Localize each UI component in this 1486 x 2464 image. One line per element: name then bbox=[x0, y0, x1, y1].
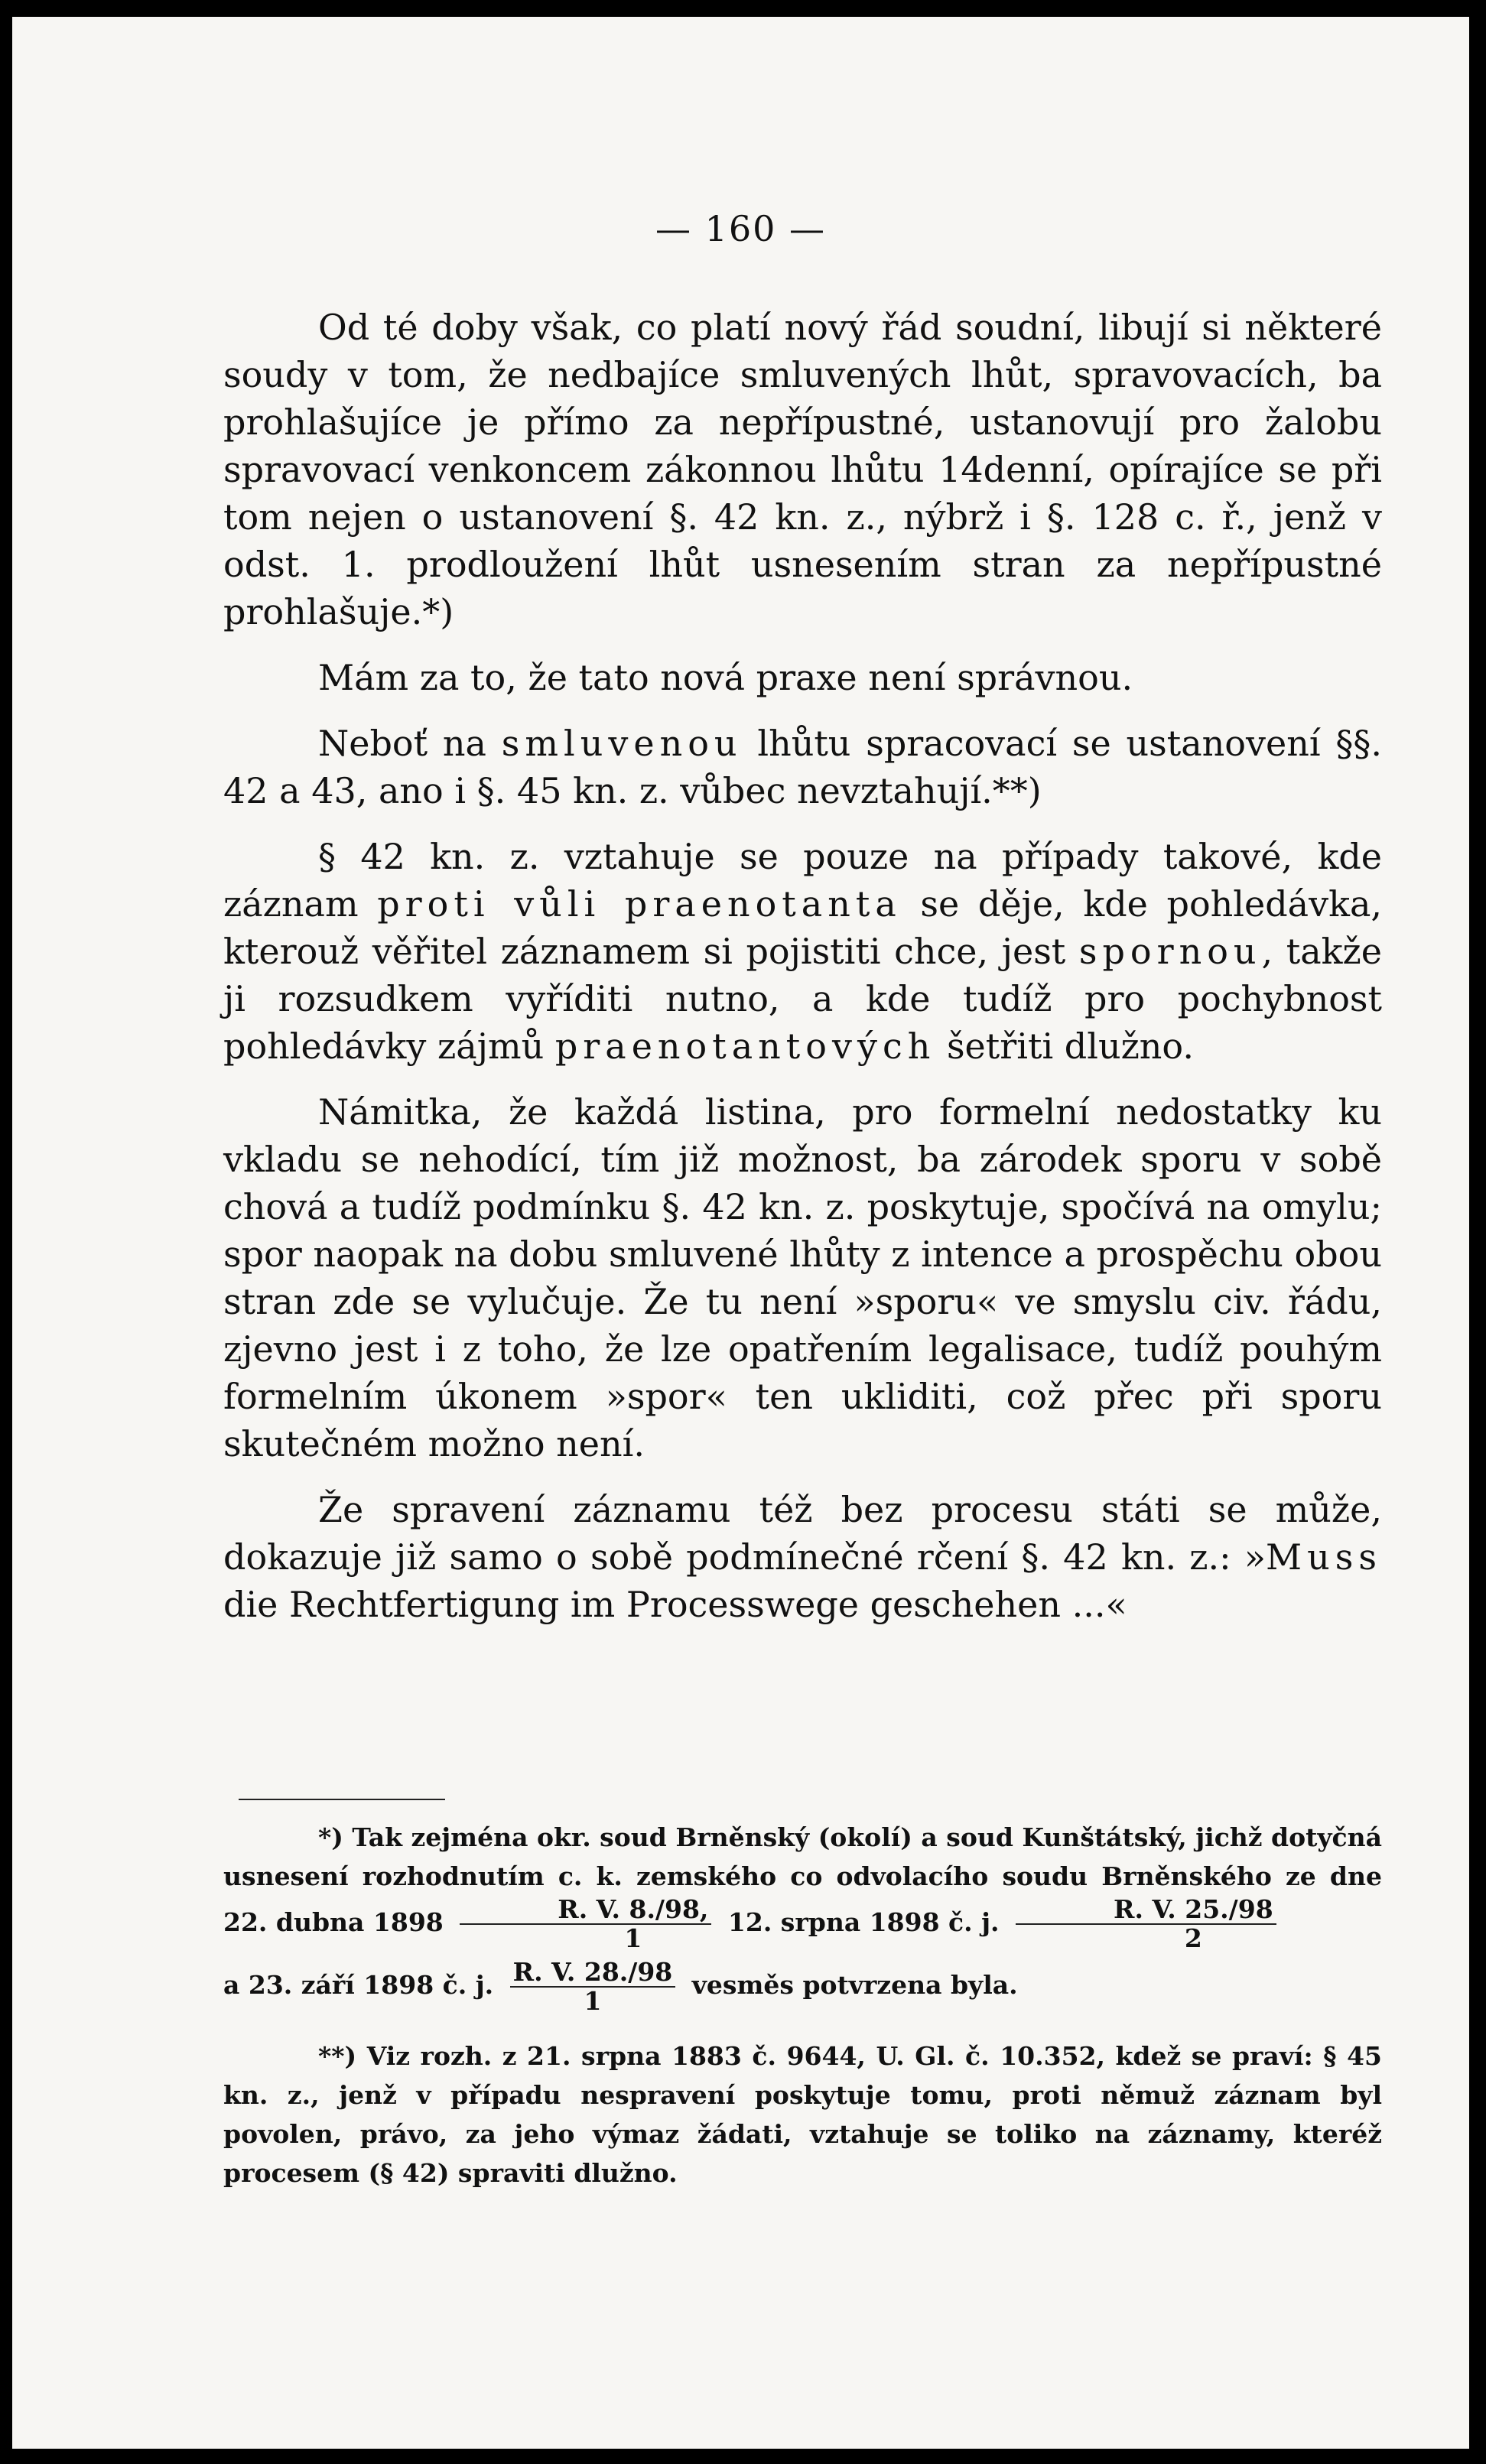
p6-part-c: die Rechtfertigung im Processwege geschehen ...« bbox=[223, 1584, 1127, 1625]
paragraph-4 bbox=[223, 833, 1382, 1070]
reference-fraction-3 bbox=[510, 1959, 676, 2015]
reference-fraction-2 bbox=[1016, 1896, 1276, 1952]
reference-2-denominator: 2 bbox=[1184, 1923, 1202, 1953]
main-text bbox=[223, 304, 1382, 1628]
paragraph-2: Mám za to, že tato nová praxe není správnou. bbox=[318, 657, 1133, 698]
p3-spaced-term: smluvenou bbox=[501, 723, 743, 764]
paragraph-1: Od té doby však, co platí nový řád soudní, libují si některé soudy v tom, že nedbajíce smluvených lhůt, spravovacích, ba prohlašujíce je přímo za nepřípustné, ustanovují pro žalobu spravovací venkoncem zákonnou lhůtu 14denní, opírajíce se při tom nejen o ustanovení §. 42 kn. z., nýbrž i §. 128 c. ř., jenž v odst. 1. prodloužení lhůt usnesením stran za nepřípustné prohlašuje.*) bbox=[223, 307, 1382, 632]
footnote-1-continuation bbox=[223, 1959, 1382, 2015]
reference-3-numerator: R. V. 28./98 bbox=[510, 1959, 676, 1988]
p4-part-e: , takže ji rozsudkem vyříditi nutno, a kde tudíž pro pochybnost pohledávky zájmů bbox=[223, 931, 1382, 1067]
reference-3-denominator: 1 bbox=[584, 1986, 602, 2016]
footnote-1-tail: vesměs potvrzena byla. bbox=[691, 1970, 1018, 2000]
p4-part-g: šetřiti dlužno. bbox=[935, 1026, 1194, 1067]
reference-1-numerator: R. V. 8./98, bbox=[460, 1896, 711, 1925]
reference-fraction-1 bbox=[460, 1896, 711, 1952]
p4-spaced-term-2: spornou bbox=[1078, 931, 1262, 972]
paragraph-5: Námitka, že každá listina, pro formelní nedostatky ku vkladu se nehodící, tím již možnost, ba zárodek sporu v sobě chová a tudíž podmínku §. 42 kn. z. poskytuje, spočívá na omylu; spor naopak na dobu smluvené lhůty z intence a prospěchu obou stran zde se vylučuje. Že tu není »sporu« ve smyslu civ. řádu, zjevno jest i z toho, že lze opatřením legalisace, tudíž pouhým formelním úkonem »spor« ten ukliditi, což přec při sporu skutečném možno není. bbox=[223, 1091, 1382, 1464]
footnote-1-lead: a 23. září 1898 č. j. bbox=[223, 1970, 494, 2000]
footnote-1-text: *) Tak zejména okr. soud Brněnský (okolí) a soud Kunštátský, jichž dotyčná usnesení rozhodnutím c. k. zemského co odvolacího soudu Brněnského ze dne 22. dubna 1898 bbox=[223, 1822, 1382, 1937]
p4-part-c: se děje, kde pohledávka, kterouž věřitel záznamem si pojistiti chce, jest bbox=[223, 883, 1382, 972]
p6-part-a: Že spravení záznamu též bez procesu státi se může, dokazuje již samo o sobě podmínečné rčení §. 42 kn. z.: » bbox=[223, 1489, 1382, 1578]
footnote-2: **) Viz rozh. z 21. srpna 1883 č. 9644, U. Gl. č. 10.352, kdež se praví: § 45 kn. z., jenž v případu nespravení poskytuje tomu, proti němuž záznam byl povolen, právo, za jeho výmaz žádati, vztahuje se toliko na záznamy, kteréž procesem (§ 42) spraviti dlužno. bbox=[223, 2041, 1382, 2188]
reference-2-numerator: R. V. 25./98 bbox=[1016, 1896, 1276, 1925]
p4-spaced-term-1: proti vůli praenotanta bbox=[377, 883, 902, 925]
reference-1-denominator: 1 bbox=[624, 1923, 642, 1953]
footnote-1-mid: 12. srpna 1898 č. j. bbox=[727, 1907, 1000, 1937]
p6-spaced-term: Muss bbox=[1266, 1536, 1382, 1578]
paragraph-3 bbox=[223, 720, 1382, 814]
p4-spaced-term-3: praenotantových bbox=[554, 1026, 936, 1067]
page-number: — 160 — bbox=[655, 208, 827, 249]
footnote-1 bbox=[223, 1818, 1382, 1952]
p4-part-a: § 42 kn. z. vztahuje se pouze na případy takové, kde záznam bbox=[223, 836, 1382, 925]
p3-part-c: lhůtu spracovací se ustanovení §§. 42 a 43, ano i §. 45 kn. z. vůbec nevztahují.**) bbox=[223, 723, 1382, 811]
footnotes bbox=[223, 1818, 1382, 2193]
footnote-divider bbox=[239, 1799, 445, 1800]
p3-part-a: Neboť na bbox=[318, 723, 502, 764]
book-page bbox=[12, 17, 1469, 2449]
paragraph-6 bbox=[223, 1486, 1382, 1628]
